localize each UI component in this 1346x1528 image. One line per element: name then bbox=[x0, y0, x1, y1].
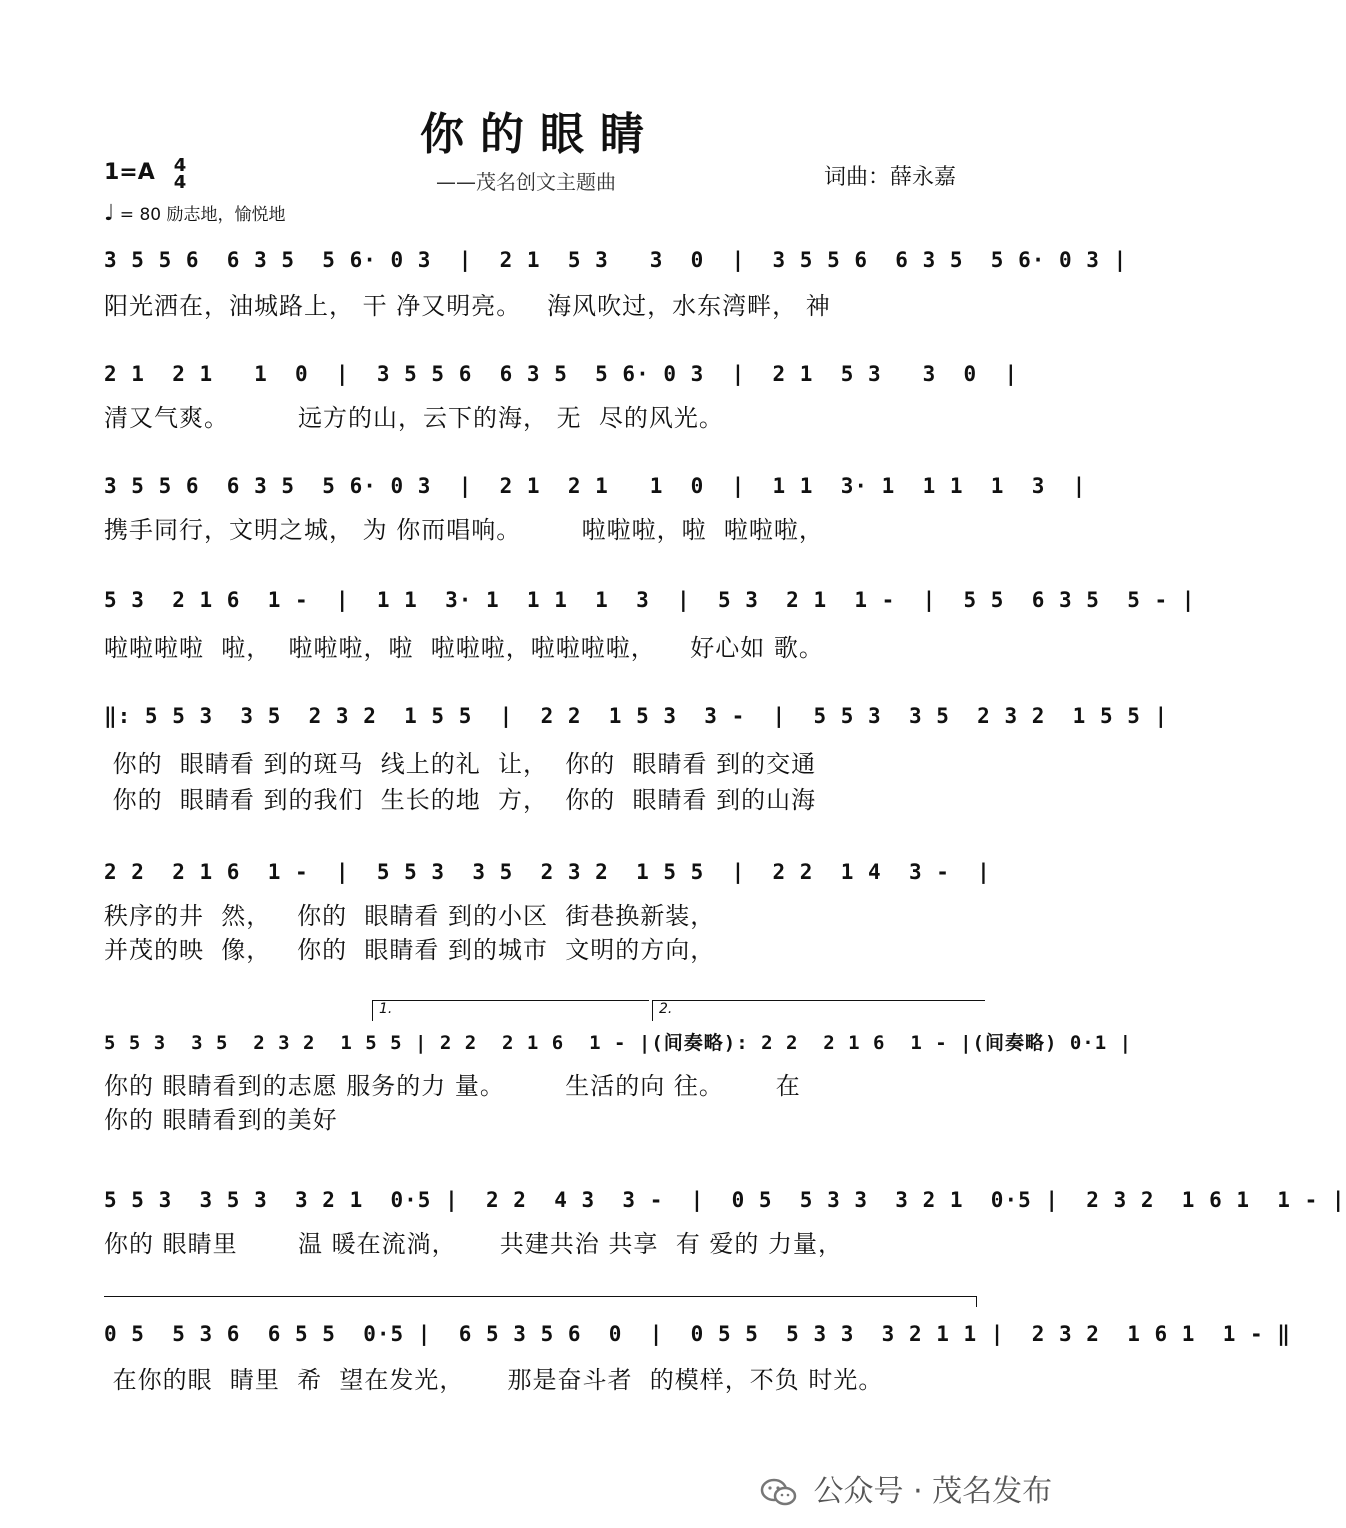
page-title: 你的眼睛 bbox=[420, 109, 660, 160]
notes: 5 3 2 1 6 1 - | 1 1 3· 1 1 1 1 3 | 5 3 2 1 1 - | 5 5 6 3 5 5 - | bbox=[104, 588, 1196, 612]
phrase-bracket bbox=[104, 1296, 977, 1307]
time-signature bbox=[172, 157, 188, 191]
notes: 5 5 3 3 5 2 3 2 1 5 5 | 2 2 2 1 6 1 - |(间奏略): 2 2 2 1 6 1 - |(间奏略) 0·1 | bbox=[104, 1032, 1133, 1054]
notes: 2 2 2 1 6 1 - | 5 5 3 3 5 2 3 2 1 5 5 | 2 2 1 4 3 - | bbox=[104, 860, 991, 884]
lyrics-verse-1: 秩序的井 然， 你的 眼睛看 到的小区 街巷换新装， bbox=[104, 902, 716, 930]
volta-1: 1. bbox=[372, 1000, 649, 1021]
composer-credit: 词曲：薛永嘉 bbox=[824, 165, 957, 190]
lyrics-verse-2: 你的 眼睛看到的美好 bbox=[104, 1106, 338, 1134]
lyrics-verse-1: 携手同行，文明之城， 为 你而唱响。 啦啦啦，啦 啦啦啦， bbox=[104, 516, 824, 544]
time-signature-top: 4 bbox=[173, 155, 187, 176]
lyrics-verse-1: 清又气爽。 远方的山，云下的海， 无 尽的风光。 bbox=[104, 404, 724, 432]
notes: ‖: 5 5 3 3 5 2 3 2 1 5 5 | 2 2 1 5 3 3 - | 5 5 3 3 5 2 3 2 1 5 5 | bbox=[104, 704, 1169, 728]
lyrics-verse-1: 你的 眼睛看到的志愿 服务的力 量。 生活的向 往。 在 bbox=[104, 1072, 801, 1100]
wechat-icon bbox=[760, 1478, 798, 1508]
lyrics-verse-1: 你的 眼睛里 温 暖在流淌， 共建共治 共享 有 爱的 力量， bbox=[104, 1230, 843, 1258]
lyrics-verse-1: 在你的眼 睛里 希 望在发光， 那是奋斗者 的模样，不负 时光。 bbox=[104, 1366, 884, 1394]
lyrics-verse-2: 并茂的映 像， 你的 眼睛看 到的城市 文明的方向， bbox=[104, 936, 716, 964]
volta-2: 2. bbox=[652, 1000, 985, 1021]
key-signature: 1=A bbox=[104, 160, 155, 185]
notes: 3 5 5 6 6 3 5 5 6· 0 3 | 2 1 5 3 3 0 | 3 5 5 6 6 3 5 5 6· 0 3 | bbox=[104, 248, 1128, 272]
tempo-text: = 80 励志地，愉悦地 bbox=[119, 205, 286, 225]
watermark-text: 公众号 · 茂名发布 bbox=[813, 1474, 1053, 1509]
notes: 0 5 5 3 6 6 5 5 0·5 | 6 5 3 5 6 0 | 0 5 5 5 3 3 3 2 1 1 | 2 3 2 1 6 1 1 - ‖ bbox=[104, 1322, 1291, 1346]
quarter-note-icon: ♩ bbox=[104, 201, 115, 226]
lyrics-verse-1: 你的 眼睛看 到的斑马 线上的礼 让， 你的 眼睛看 到的交通 bbox=[104, 750, 817, 778]
watermark bbox=[760, 1466, 1052, 1510]
notes: 2 1 2 1 1 0 | 3 5 5 6 6 3 5 5 6· 0 3 | 2 1 5 3 3 0 | bbox=[104, 362, 1019, 386]
tempo-marking bbox=[104, 200, 285, 226]
notes: 3 5 5 6 6 3 5 5 6· 0 3 | 2 1 2 1 1 0 | 1 1 3· 1 1 1 1 3 | bbox=[104, 474, 1087, 498]
notes: 5 5 3 3 5 3 3 2 1 0·5 | 2 2 4 3 3 - | 0 5 5 3 3 3 2 1 0·5 | 2 3 2 1 6 1 1 - | bbox=[104, 1188, 1346, 1212]
lyrics-verse-1: 阳光洒在，油城路上， 干 净又明亮。 海风吹过，水东湾畔， 神 bbox=[104, 292, 831, 320]
time-signature-bottom: 4 bbox=[173, 172, 187, 193]
lyrics-verse-1: 啦啦啦啦 啦， 啦啦啦，啦 啦啦啦，啦啦啦啦， 好心如 歌。 bbox=[104, 634, 824, 662]
subtitle: ——茂名创文主题曲 bbox=[436, 170, 616, 194]
lyrics-verse-2: 你的 眼睛看 到的我们 生长的地 方， 你的 眼睛看 到的山海 bbox=[104, 786, 817, 814]
